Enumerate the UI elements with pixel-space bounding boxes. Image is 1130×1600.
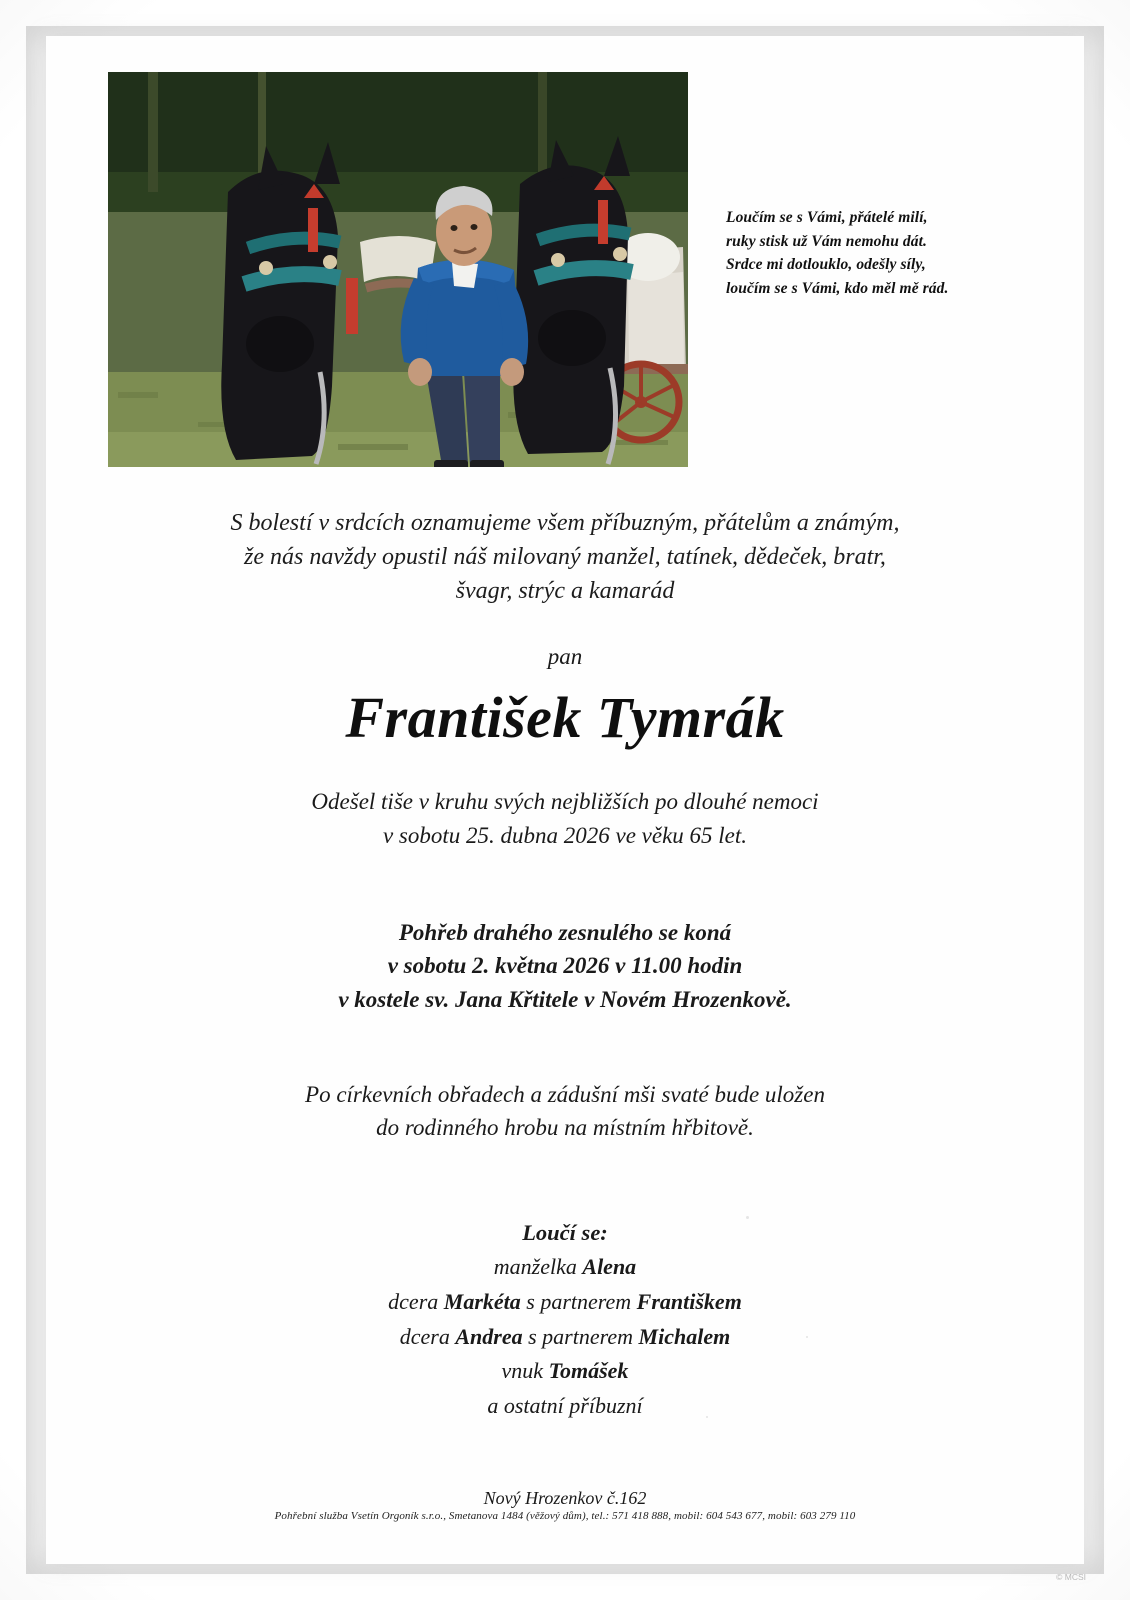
salutation: pan [547, 644, 583, 670]
deceased-photo [108, 72, 688, 467]
farewell-suffix: s partnerem [522, 1323, 639, 1349]
farewell-prefix: dcera [399, 1323, 456, 1349]
farewell-heading: Loučí se: [522, 1219, 608, 1245]
farewell-name: Markéta [443, 1288, 521, 1314]
farewell-block [46, 1215, 1084, 1424]
farewell-prefix: vnuk [501, 1358, 549, 1384]
verse-line-2: ruky stisk už Vám nemohu dát. [726, 232, 928, 250]
farewell-line [46, 1250, 1084, 1285]
passing-line-1: Odešel tiše v kruhu svých nejbližších po dlouhé nemoci [311, 789, 819, 815]
funeral-line-3: v kostele sv. Jana Křtitele v Novém Hrozenkově. [338, 986, 792, 1012]
place-line: Nový Hrozenkov č.162 [483, 1487, 647, 1508]
announcement-body [46, 506, 1084, 1509]
funeral-details [46, 916, 1084, 1016]
farewell-line [46, 1354, 1084, 1389]
farewell-prefix: dcera [388, 1288, 444, 1314]
passing-text [46, 785, 1084, 852]
farewell-line [46, 1389, 1084, 1424]
verse-block [726, 206, 1026, 300]
intro-line-2: že nás navždy opustil náš milovaný manžel, tatínek, dědeček, bratr, [244, 544, 886, 571]
farewell-partner-name: Michalem [638, 1323, 731, 1349]
farewell-prefix: manželka [493, 1254, 583, 1280]
funeral-line-1: Pohřeb drahého zesnulého se koná [398, 919, 732, 945]
verse-line-4: loučím se s Vámi, kdo měl mě rád. [726, 279, 949, 297]
farewell-partner-name: Františkem [636, 1288, 742, 1314]
header-area [46, 36, 1084, 466]
farewell-line [46, 1285, 1084, 1320]
farewell-line [46, 1320, 1084, 1355]
farewell-name: Andrea [455, 1323, 523, 1349]
verse-line-3: Srdce mi dotlouklo, odešly síly, [726, 256, 926, 274]
farewell-name: Tomášek [548, 1358, 629, 1384]
funeral-line-2: v sobotu 2. května 2026 v 11.00 hodin [387, 953, 743, 979]
burial-details [46, 1078, 1084, 1145]
intro-text [46, 506, 1084, 608]
farewell-name: Alena [582, 1254, 637, 1280]
announcement-card [46, 36, 1084, 1564]
deceased-name: František Tymrák [345, 685, 785, 751]
intro-line-3: švagr, strýc a kamarád [455, 578, 675, 605]
verse-line-1: Loučím se s Vámi, přátelé milí, [726, 209, 928, 226]
copyright-mark: © MCSI [1056, 1572, 1086, 1582]
farewell-suffix: s partnerem [520, 1288, 637, 1314]
passing-line-2: v sobotu 25. dubna 2026 ve věku 65 let. [382, 822, 748, 848]
farewell-prefix: a ostatní příbuzní [487, 1393, 643, 1419]
burial-line-2: do rodinného hrobu na místním hřbitově. [376, 1115, 754, 1141]
funeral-service-footer: Pohřební služba Vsetín Orgoník s.r.o., Smetanova 1484 (věžový dům), tel.: 571 418 888, mobil: 604 543 677, mobil: 603 279 110 [274, 1510, 856, 1522]
burial-line-1: Po církevních obřadech a zádušní mši svaté bude uložen [305, 1081, 825, 1107]
intro-line-1: S bolestí v srdcích oznamujeme všem příbuzným, přátelům a známým, [230, 510, 900, 536]
